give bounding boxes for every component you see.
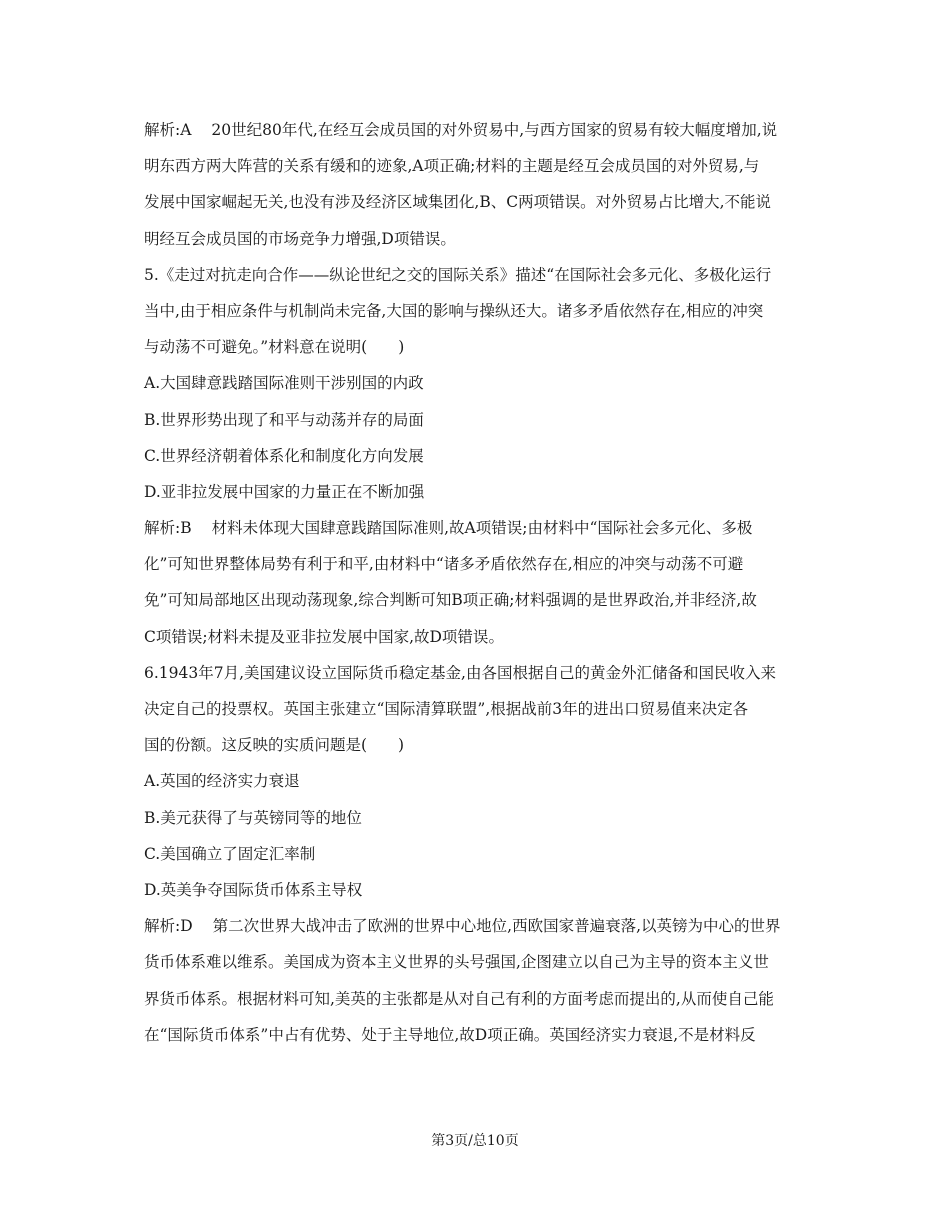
q5-option-b: B.世界形势出现了和平与动荡并存的局面 (144, 410, 424, 429)
q6-option-c: C.美国确立了固定汇率制 (144, 844, 316, 863)
q5-stem-line: 当中,由于相应条件与机制尚未完备,大国的影响与操纵还大。诸多矛盾依然存在,相应的冲突 (144, 301, 764, 320)
analysis-text: 20世纪80年代,在经互会成员国的对外贸易中,与西方国家的贸易有较大幅度增加,说 (211, 121, 778, 139)
q6-analysis-line: 货币体系难以维系。美国成为资本主义世界的头号强国,企图建立以自己为主导的资本主义世 (144, 953, 769, 972)
q5-option-c: C.世界经济朝着体系化和制度化方向发展 (144, 446, 424, 465)
document-body (144, 112, 812, 1053)
q4-analysis-line: 发展中国家崛起无关,也没有涉及经济区域集团化,B、C两项错误。对外贸易占比增大,不能说 (144, 193, 772, 212)
q4-analysis-line (144, 112, 812, 148)
page-number: 第3页/总10页 (431, 1133, 519, 1149)
analysis-text: 第二次世界大战冲击了欧洲的世界中心地位,西欧国家普遍衰落,以英镑为中心的世界 (212, 917, 781, 936)
q6-analysis-line: 在“国际货币体系”中占有优势、处于主导地位,故D项正确。英国经济实力衰退,不是材料反 (144, 1025, 756, 1044)
q5-stem-line: 5.《走过对抗走向合作——纵论世纪之交的国际关系》描述“在国际社会多元化、多极化运行 (144, 265, 772, 284)
q5-analysis-line (144, 510, 812, 546)
analysis-label: 解析:B (144, 519, 192, 538)
q6-stem-line: 国的份额。这反映的实质问题是( ) (144, 736, 405, 755)
q5-option-a: A.大国肆意践踏国际准则干涉别国的内政 (144, 374, 424, 393)
analysis-label: 解析:A (144, 121, 192, 139)
q6-analysis-line: 界货币体系。根据材料可知,美英的主张都是从对自己有利的方面考虑而提出的,从而使自己能 (144, 989, 774, 1008)
q5-analysis-line: C项错误;材料未提及亚非拉发展中国家,故D项错误。 (144, 627, 504, 646)
q5-analysis-line: 化”可知世界整体局势有利于和平,由材料中“诸多矛盾依然存在,相应的冲突与动荡不可避 (144, 555, 744, 574)
q5-analysis-line: 免”可知局部地区出现动荡现象,综合判断可知B项正确;材料强调的是世界政治,并非经济,故 (144, 591, 757, 610)
q4-analysis-line: 明经互会成员国的市场竞争力增强,D项错误。 (144, 229, 456, 248)
analysis-text: 材料未体现大国肆意践踏国际准则,故A项错误;由材料中“国际社会多元化、多极 (211, 519, 753, 538)
q6-analysis-line (144, 908, 812, 944)
analysis-label: 解析:D (144, 917, 193, 936)
q5-stem-line: 与动荡不可避免。”材料意在说明( ) (144, 338, 405, 357)
q6-option-a: A.英国的经济实力衰退 (144, 772, 300, 791)
q6-stem-line: 决定自己的投票权。英国主张建立“国际清算联盟”,根据战前3年的进出口贸易值来决定各 (144, 700, 749, 718)
q4-analysis-line: 明东西方两大阵营的关系有缓和的迹象,A项正确;材料的主题是经互会成员国的对外贸易,与 (144, 157, 760, 176)
q6-option-b: B.美元获得了与英镑同等的地位 (144, 808, 362, 827)
q6-option-d: D.英美争夺国际货币体系主导权 (144, 880, 363, 899)
q5-option-d: D.亚非拉发展中国家的力量正在不断加强 (144, 482, 425, 501)
q6-stem-line: 6.1943年7月,美国建议设立国际货币稳定基金,由各国根据自己的黄金外汇储备和国民收入来 (144, 663, 776, 682)
